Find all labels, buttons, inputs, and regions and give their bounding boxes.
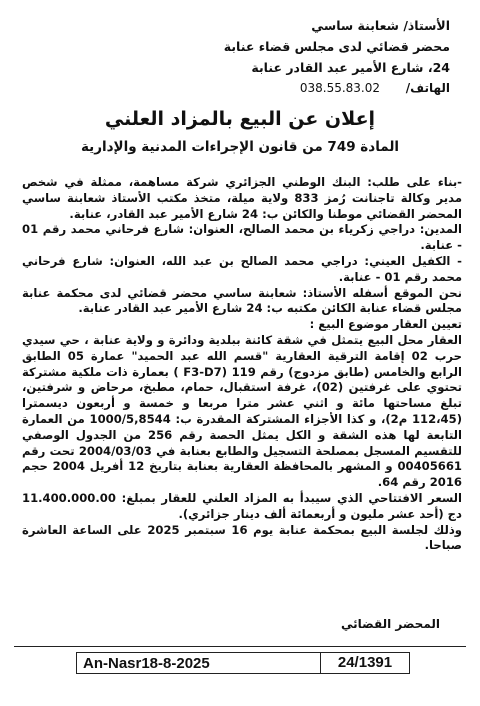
bailiff-office: محضر قضائي لدى مجلس قضاء عنابة <box>223 39 450 54</box>
paragraph-property-description: العقار محل البيع يتمثل في شقة كائنة ببلدية ودائرة و ولاية عنابة ، حي سيدي حرب 02 إقامة الترقية العقارية "قسم الله عبد الحميد" عمارة 05 الطابق الرابع والخامس (طابق مزدوج) رقم 119 (F3-D7 ) بعمارة ذات ملكية مشتركة تحتوي على غرفتين (02)، غرفة استقبال، حمام، مطبخ، مرحاض و شرفتين، تبلغ مساحتها مائة و اثني عشر مترا مربعا و خمسة و أربعون ديسمترا (112،45 م2)، و كذا الأجزاء المشتركة المقدرة ب: 1000/5,8544 من العمارة التابعة لها هذه الشقة و الكل يمثل الحصة رقم 256 من الجدول الوصفي للتقسيم المسجل بمصلحة التسجيل والطابع بعنابة في 2004/03/03 تحت رقم 00405661 و المشهر بالمحافظة العقارية بعنابة بتاريخ 12 أفريل 2004 حجم 2016 رقم 64. <box>22 332 463 490</box>
announcement-title: إعلان عن البيع بالمزاد العلني <box>104 108 376 130</box>
paragraph-session-date: وذلك لجلسة البيع بمحكمة عنابة يوم 16 سبتمبر 2025 على الساعة العاشرة صباحا. <box>22 522 462 553</box>
bailiff-phone-label: الهاتف/ <box>405 81 450 95</box>
footer-box <box>76 652 410 674</box>
bailiff-address: 24، شارع الأمير عبد القادر عنابة <box>251 60 450 75</box>
footer-source: An-Nasr18-8-2025 <box>83 654 210 672</box>
paragraph-debtor: المدين: دراجي زكرياء بن محمد الصالح، العنوان: شارع فرحاني محمد رقم 01 - عنابة. <box>22 222 462 253</box>
footer-divider <box>14 646 466 647</box>
paragraph-guarantor: - الكفيل العيني: دراجي محمد الصالح بن عبد الله، العنوان: شارع فرحاني محمد رقم 01 - عنابة. <box>22 253 462 284</box>
bailiff-phone: 038.55.83.02 <box>299 81 380 95</box>
paragraph-requester: -بناء على طلب: البنك الوطني الجزائري شركة مساهمة، ممثلة في شخص مدير وكالة تاجنانت رُمز 833 ولاية ميلة، متخذ مكتب الأستاذ شعابنة ساسي المحضر القضائي موطنا والكائن ب: 24 شارع الأمير عبد القادر، عنابة. <box>22 175 462 221</box>
footer-number: 24/1391 <box>320 653 409 673</box>
paragraph-opening-price: السعر الافتتاحي الذي سيبدأ به المزاد العلني للعقار بمبلغ: 11.400.000.00 دج (أحد عشر مليون و أربعمائة ألف دينار جزائري). <box>22 490 462 521</box>
announcement-body <box>22 175 462 554</box>
paragraph-bailiff: نحن الموقع أسفله الأستاذ: شعابنة ساسي محضر قضائي لدى محكمة عنابة مجلس قضاء عنابة الكائن مكتبه ب: 24 شارع الأمير عبد القادر عنابة. <box>22 285 462 316</box>
bailiff-name: الأستاذ/ شعابنة ساسي <box>311 18 450 33</box>
announcement-subtitle: المادة 749 من قانون الإجراءات المدنية والإدارية <box>80 139 400 155</box>
signature: المحضر القضائي <box>340 617 440 631</box>
paragraph-property-heading: تعيين العقار موضوع البيع : <box>309 317 462 332</box>
